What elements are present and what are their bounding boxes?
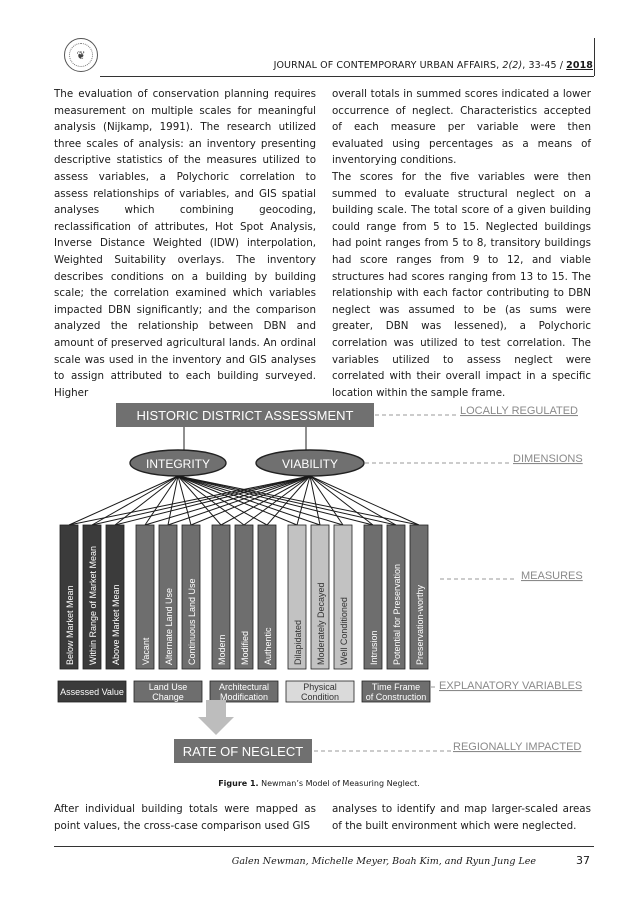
locally-regulated-label: LOCALLY REGULATED <box>460 405 578 417</box>
paragraph: After individual building totals were mapped as point values, the cross-case comparison used GIS <box>54 803 316 832</box>
measure-label: Dilapidated <box>293 619 303 665</box>
paragraph: The evaluation of conservation planning requires measurement on multiple scales for meaningful analysis (Nijkamp, 1991). The research utilized three scales of analysis: an inventory presenting descriptive statistics of the measures utilized to assess variables, a Polychoric correlation to assess relationships of variables, and GIS spatial analyses which combining geocoding, reclassification of attributes, Hot Spot Analysis, Inverse Distance Weighted (IDW) interpolation, Weighted Suitability overlays. The inventory describes conditions on a building by building scale; the correlation examined which variables impacted DBN significantly; and the comparison analyzed the relationship between DBN and amount of preserved agricultural lands. An ordinal scale was used in the inventory and GIS analyses to assign attributed to each building surveyed. Higher <box>54 88 316 399</box>
journal-volume: 2(2) <box>502 60 523 71</box>
variable-label: Architectural <box>218 682 270 692</box>
variable-label: Physical <box>303 682 337 692</box>
explanatory-label: EXPLANATORY VARIABLES <box>439 680 583 692</box>
logo-emblem-icon: ❦ <box>69 43 93 67</box>
variable-label: Land Use <box>148 682 188 692</box>
footer-rule <box>54 846 594 847</box>
assessment-label: HISTORIC DISTRICT ASSESSMENT <box>136 408 354 423</box>
journal-pages: , 33-45 / <box>522 60 567 71</box>
measure-label: Below Market Mean <box>65 585 75 665</box>
footer-authors: Galen Newman, Michelle Meyer, Boah Kim, and Ryun Jung Lee <box>231 856 536 867</box>
journal-logo <box>64 38 98 72</box>
left-column <box>54 86 316 401</box>
measure-label: Well Conditioned <box>339 597 349 665</box>
paragraph: overall totals in summed scores indicated a lower occurrence of neglect. Characteristics accepted of each measure per variable were then evaluated using percentages as a means of inventorying conditions. <box>332 88 591 167</box>
measure-label: Above Market Mean <box>111 584 121 665</box>
integrity-label: INTEGRITY <box>145 457 211 471</box>
measure-label: Modern <box>217 634 227 665</box>
measure-label: Continuous Land Use <box>187 578 197 665</box>
caption-label: Figure 1. <box>218 779 259 788</box>
paragraph: analyses to identify and map larger-scaled areas of the built environment which were neglected. <box>332 803 591 832</box>
diagram-canvas <box>54 388 594 768</box>
measure-label: Potential for Preservation <box>392 563 402 665</box>
journal-year: 2018 <box>566 60 593 71</box>
variable-label: Modification <box>219 692 269 702</box>
right-column <box>332 86 591 401</box>
bottom-left-column <box>54 801 316 834</box>
down-arrow <box>198 700 234 735</box>
variable-label: Assessed Value <box>60 687 124 697</box>
figure-diagram <box>54 388 594 768</box>
dimensions-label: DIMENSIONS <box>513 453 583 465</box>
regionally-impacted-label: REGIONALLY IMPACTED <box>453 741 582 753</box>
measure-label: Intrusion <box>369 630 379 665</box>
bottom-right-column <box>332 801 591 834</box>
measure-label: Vacant <box>141 637 151 665</box>
figure-caption <box>0 779 638 788</box>
measure-label: Modified <box>240 630 250 665</box>
measure-label: Preservation-worthy <box>415 584 425 665</box>
variable-label: Time Frame <box>371 682 421 692</box>
variable-label: of Construction <box>365 692 427 702</box>
measure-label: Authentic <box>263 627 273 665</box>
connector-line <box>92 476 178 525</box>
header-rule <box>100 76 594 77</box>
page-number: 37 <box>576 854 590 867</box>
measure-label: Alternate Land Use <box>164 587 174 665</box>
measure-label: Moderately Decayed <box>316 582 326 665</box>
header-vertical-rule <box>594 38 595 76</box>
viability-label: VIABILITY <box>281 457 339 471</box>
journal-name: JOURNAL OF CONTEMPORARY URBAN AFFAIRS, <box>273 60 503 71</box>
rate-of-neglect-label: RATE OF NEGLECT <box>182 744 304 759</box>
variable-label: Change <box>152 692 184 702</box>
journal-header <box>274 60 593 71</box>
caption-text: Newman’s Model of Measuring Neglect. <box>258 779 420 788</box>
paragraph: The scores for the five variables were then summed to evaluate structural neglect on a building scale. The total score of a given building could range from 5 to 15. Neglected buildings had point ranges from 5 to 8, transitory buildings had score ranges from 9 to 12, and viable structures had scores ranging from 13 to 15. The relationship with each factor contributing to DBN neglect was assumed to be (as sums were greater, DBN was lessened), a Polychoric correlation was utilized to test correlation. The variables utilized to assess neglect were correlated with their overall impact in a specific location within the sample frame. <box>332 170 591 399</box>
variable-label: Condition <box>300 692 340 702</box>
measure-label: Within Range of Market Mean <box>88 545 98 665</box>
measures-label: MEASURES <box>521 570 583 582</box>
